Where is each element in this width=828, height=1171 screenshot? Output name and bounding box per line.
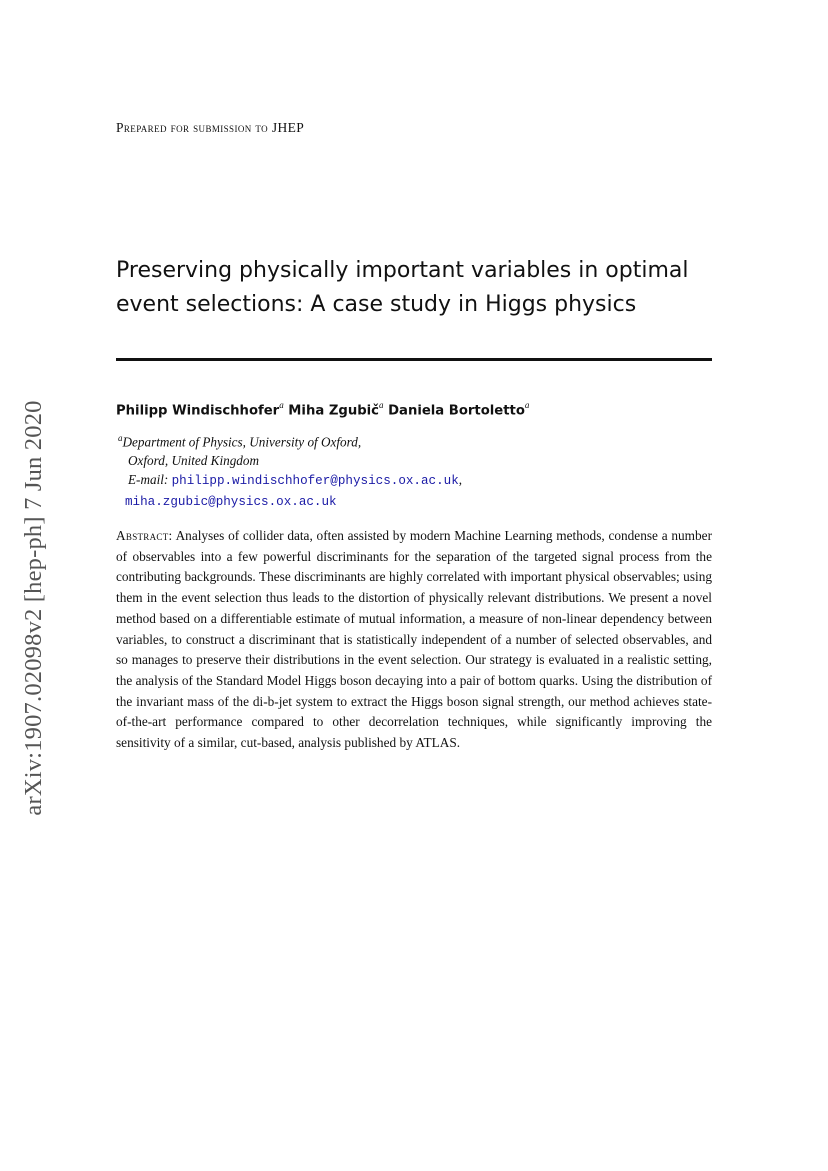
email-label: E-mail: xyxy=(128,472,169,487)
arxiv-identifier-stamp: arXiv:1907.02098v2 [hep-ph] 7 Jun 2020 xyxy=(20,400,47,816)
affiliation-line-2: Oxford, United Kingdom xyxy=(128,453,260,469)
email-line-2 xyxy=(125,490,337,513)
affiliation xyxy=(118,429,361,470)
author-name: Daniela Bortoletto xyxy=(388,403,525,419)
email-separator: , xyxy=(458,472,463,487)
email-line xyxy=(128,469,462,492)
author-affil-mark: a xyxy=(379,400,384,410)
paper-title: Preserving physically important variables in optimal event selections: A case study in Higgs physics xyxy=(116,258,689,317)
affiliation-line-1: Department of Physics, University of Oxford, xyxy=(122,434,362,450)
author-affil-mark: a xyxy=(279,400,284,410)
author-name: Miha Zgubič xyxy=(288,403,379,419)
affiliation-mark: a xyxy=(118,433,123,443)
submission-note: Prepared for submission to JHEP xyxy=(116,120,305,135)
abstract-text: Analyses of collider data, often assisted by modern Machine Learning methods, condense a number of observables into a few powerful discriminants for the separation of the targeted signal process from the contributing backgrounds. These discriminants are highly correlated with important physical observables; using them in the event selection thus leads to the distortion of physically relevant distributions. We present a novel method based on a differentiable estimate of mutual information, a measure of non-linear dependency between variables, to construct a discriminant that is statistically independent of a number of selected observables, and so manages to preserve their distributions in the event selection. Our strategy is evaluated in a realistic setting, the analysis of the Standard Model Higgs boson decaying into a pair of bottom quarks. Using the distribution of the invariant mass of the di-b-jet system to extract the Higgs boson signal strength, our method achieves state-of-the-art performance compared to other decorrelation techniques, while significantly improving the sensitivity of a similar, cut-based, analysis published by ATLAS. xyxy=(116,528,713,751)
abstract xyxy=(116,526,712,754)
email-link-zgubic[interactable]: miha.zgubic@physics.ox.ac.uk xyxy=(125,495,337,509)
author-affil-mark: a xyxy=(524,400,530,410)
abstract-label: Abstract: xyxy=(116,528,173,543)
title-rule xyxy=(116,358,712,361)
email-link-windischhofer[interactable]: philipp.windischhofer@physics.ox.ac.uk xyxy=(171,474,459,488)
author-name: Philipp Windischhofer xyxy=(116,403,280,419)
author-list xyxy=(116,401,529,418)
